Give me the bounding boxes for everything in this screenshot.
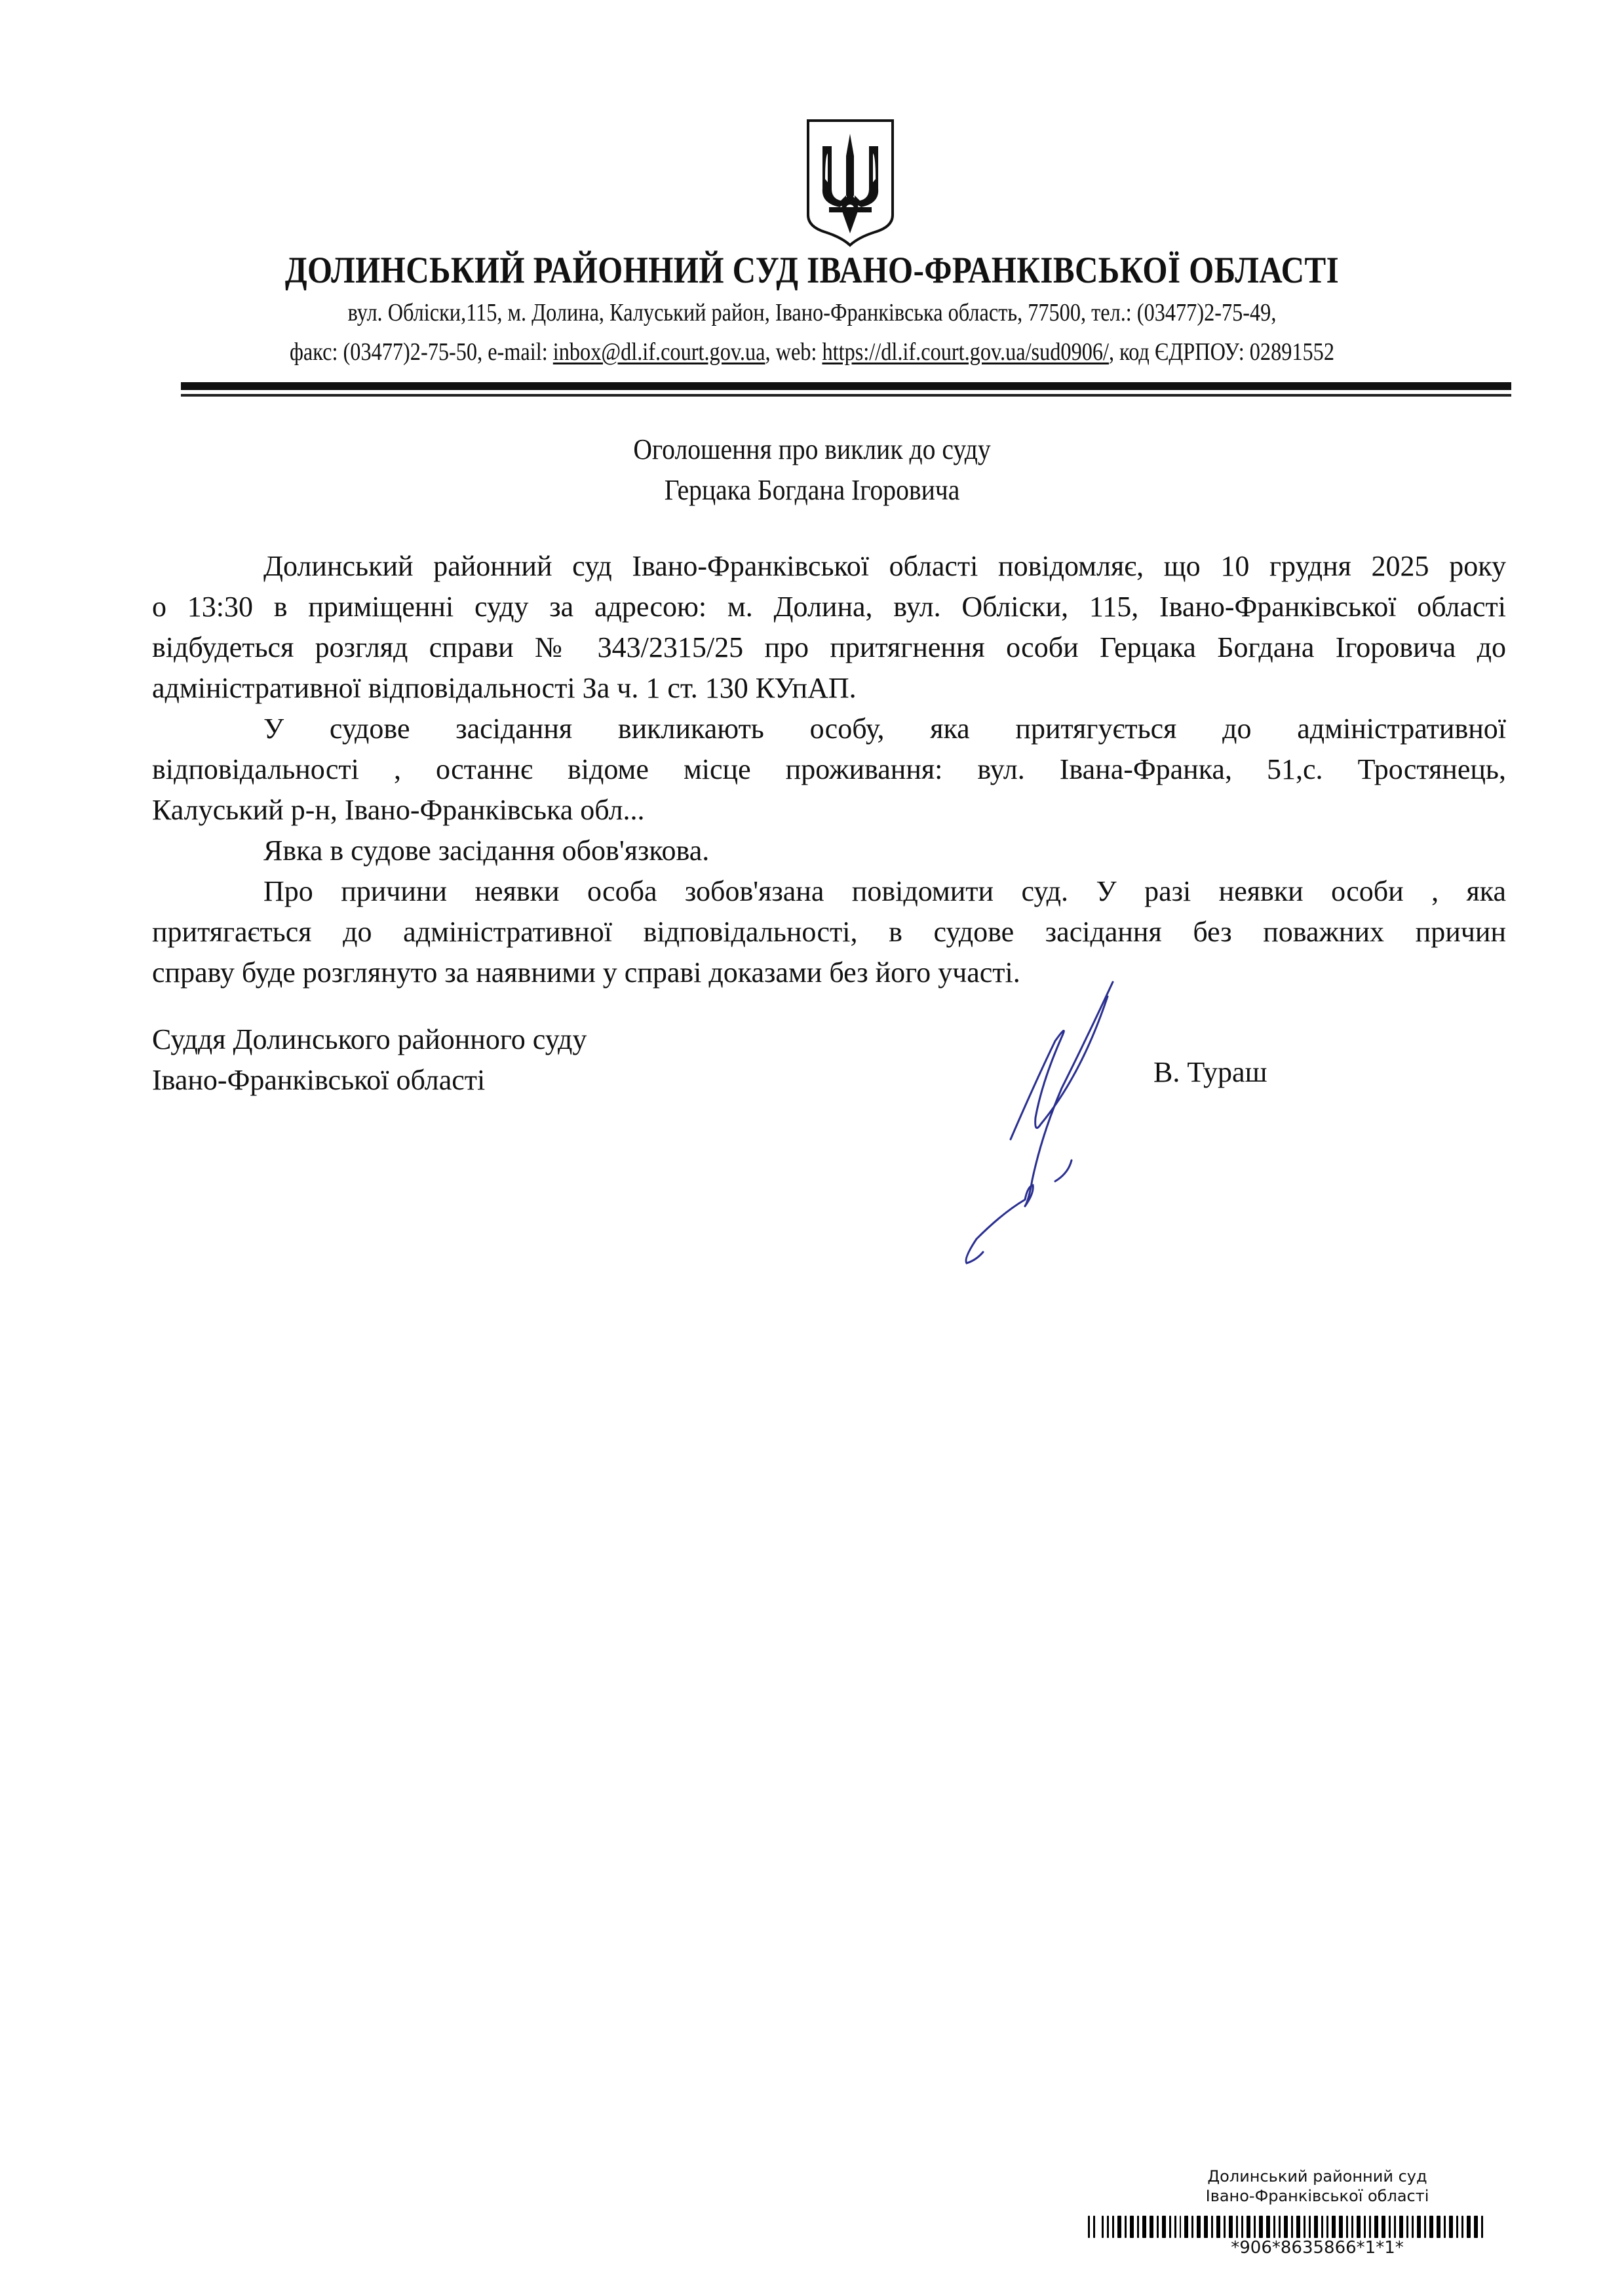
notice-title: Оголошення про виклик до суду — [633, 433, 991, 465]
body-line: відбудеться розгляд справи № 343/2315/25 про притягнення особи Герцака Богдана Ігоровича до — [152, 631, 1506, 663]
judge-position — [152, 1019, 587, 1101]
court-address: вул. Обліски,115, м. Долина, Калуський район, Івано-Франківська область, 77500, тел.: (03477)2-75-49, — [347, 299, 1277, 326]
trident-coat-of-arms-icon — [803, 117, 898, 248]
barcode-icon — [1088, 2216, 1547, 2238]
barcode-number: *906*8635866*1*1* — [1231, 2238, 1404, 2258]
court-contacts — [122, 338, 1502, 366]
body-line: Калуський р-н, Івано-Франківська обл... — [152, 794, 645, 826]
judge-name: В. Тураш — [1153, 1056, 1267, 1088]
edrpou-code: , код ЄДРПОУ: 02891552 — [1109, 338, 1334, 366]
header-divider-thick — [181, 382, 1511, 390]
registry-stamp — [1085, 2167, 1550, 2206]
body-line: притягається до адміністративної відповідальності, в судове засідання без поважних причин — [152, 916, 1506, 948]
body-line: відповідальності , останнє відоме місце проживання: вул. Івана-Франка, 51,с. Тростянець, — [152, 753, 1506, 785]
stamp-line1: Долинський районний суд — [1207, 2167, 1427, 2186]
notice-subject-name: Герцака Богдана Ігоровича — [664, 474, 960, 506]
paragraph-attendance — [152, 831, 1506, 871]
body-line: справу буде розглянуто за наявними у справі доказами без його участі. — [152, 956, 1020, 989]
header-divider-thin — [181, 394, 1511, 397]
paragraph-absence — [152, 871, 1506, 993]
body-line: Явка в судове засідання обов'язкова. — [263, 834, 710, 867]
paragraph-summons — [152, 709, 1506, 831]
web-link[interactable]: https://dl.if.court.gov.ua/sud0906/ — [822, 338, 1110, 366]
email-link[interactable]: inbox@dl.if.court.gov.ua — [552, 338, 765, 366]
body-line: Про причини неявки особа зобов'язана повідомити суд. У разі неявки особи , яка — [263, 875, 1506, 907]
handwritten-signature — [937, 977, 1134, 1272]
body-line: У судове засідання викликають особу, яка притягується до адміністративної — [263, 713, 1506, 745]
fax-label: факс: (03477)2-75-50, e-mail: — [290, 338, 553, 366]
judge-position-line2: Івано-Франківської області — [152, 1064, 486, 1096]
body-line: Долинський районний суд Івано-Франківської області повідомляє, що 10 грудня 2025 року — [263, 550, 1506, 582]
judge-position-line1: Суддя Долинського районного суду — [152, 1023, 587, 1055]
body-line: адміністративної відповідальності За ч. 1 ст. 130 КУпАП. — [152, 672, 857, 704]
paragraph-hearing-info — [152, 546, 1506, 709]
web-label: , web: — [765, 338, 822, 366]
body-line: о 13:30 в приміщенні суду за адресою: м. Долина, вул. Обліски, 115, Івано-Франківської області — [152, 591, 1506, 623]
court-name-heading: ДОЛИНСЬКИЙ РАЙОННИЙ СУД ІВАНО-ФРАНКІВСЬКОЇ ОБЛАСТІ — [284, 250, 1340, 291]
notice-body — [152, 546, 1506, 993]
stamp-line2: Івано-Франківської області — [1205, 2187, 1429, 2205]
